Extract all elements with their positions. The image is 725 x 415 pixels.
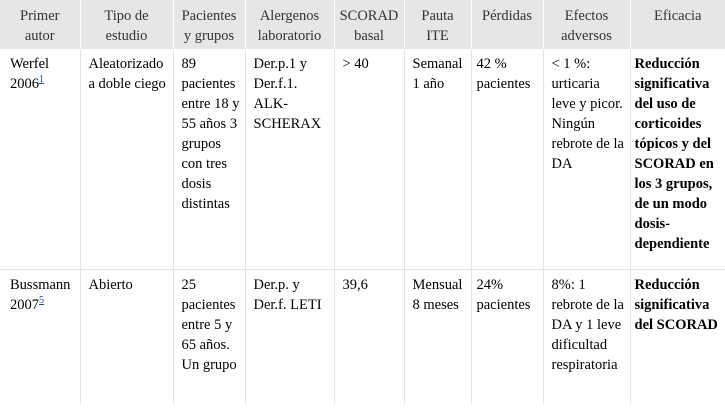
cell-pauta: Semanal 1 año <box>404 49 471 270</box>
header-perdidas: Pérdidas <box>471 0 543 49</box>
cell-autor: Bussmann 2007$^5$ <box>10 277 71 313</box>
header-eficacia: Eficacia <box>630 0 725 49</box>
cell-pauta: Mensual 8 meses <box>404 270 471 405</box>
cell-efectos: < 1 %: urticaria leve y picor. Ningún rebrote de la DA <box>543 49 630 270</box>
cell-alergenos: Der.p. y Der.f. LETI <box>245 270 334 405</box>
header-efectos-adversos: Efectos adversos <box>543 0 630 49</box>
header-primer-autor: Primer autor <box>0 0 80 49</box>
cell-eficacia: Reducción significativa del uso de corticoides tópicos y del SCORAD en los 3 grupos, de un modo dosis-dependiente <box>630 49 725 270</box>
table-row <box>0 270 725 405</box>
header-row <box>0 0 725 49</box>
header-pauta-ite: Pauta ITE <box>404 0 471 49</box>
cell-eficacia: Reducción significativa del SCORAD <box>630 270 725 405</box>
cell-pacientes: 25 pacientes entre 5 y 65 años. Un grupo <box>173 270 245 405</box>
cell-efectos: 8%: 1 rebrote de la DA y 1 leve dificultad respiratoria <box>543 270 630 405</box>
header-tipo-estudio: Tipo de estudio <box>80 0 173 49</box>
cell-scorad: > 40 <box>334 49 404 270</box>
reference-link[interactable]: 1 <box>39 74 44 86</box>
cell-pacientes: 89 pacientes entre 18 y 55 años 3 grupos con tres dosis distintas <box>173 49 245 270</box>
header-alergenos-laboratorio: Alergenos laboratorio <box>245 0 334 49</box>
table-row <box>0 49 725 270</box>
cell-alergenos: Der.p.1 y Der.f.1. ALK-SCHERAX <box>245 49 334 270</box>
cell-scorad: 39,6 <box>334 270 404 405</box>
reference-link[interactable]: 5 <box>39 295 44 307</box>
header-pacientes-grupos: Pacientes y grupos <box>173 0 245 49</box>
cell-tipo: Aleatorizado a doble ciego <box>80 49 173 270</box>
cell-autor: Werfel 2006$^1$ <box>0 49 80 270</box>
cell-perdidas: 24% pacientes <box>471 270 543 405</box>
cell-tipo: Abierto <box>80 270 173 405</box>
header-scorad-basal: SCORAD basal <box>334 0 404 49</box>
cell-perdidas: 42 % pacientes <box>471 49 543 270</box>
